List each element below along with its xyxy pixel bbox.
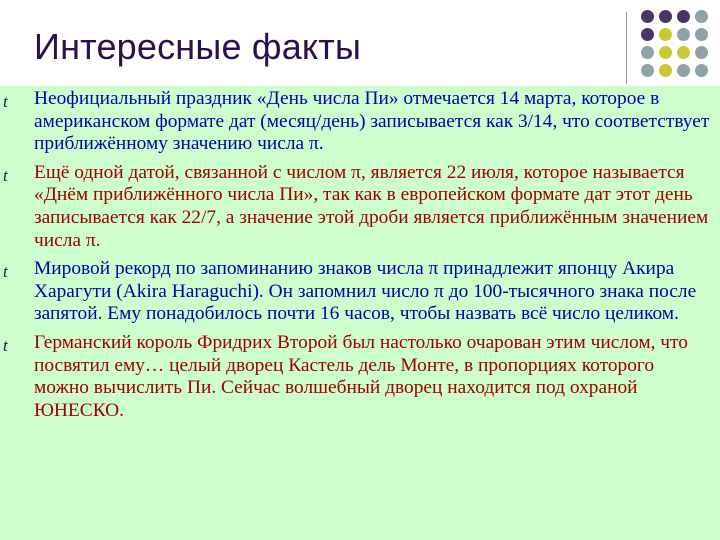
slide-title: Интересные факты <box>34 26 362 67</box>
dot <box>641 64 654 77</box>
list-item <box>0 162 720 252</box>
dot <box>659 28 672 41</box>
list-item-text: Мировой рекорд по запоминанию знаков числа π принадлежит японцу Акира Харагути (Akira Haraguchi). Он запомнил число π до 100-тысячного знака после запятой. Ему понадобилось почти 16 часов, чтобы назвать всё число целиком. <box>34 258 697 325</box>
list-item-text: Германский король Фридрих Второй был настолько очарован этим числом, что посвятил ему… целый дворец Кастель дель Монте, в пропорциях которого можно вычислить Пи. Сейчас волшебный дворец находится под охраной ЮНЕСКО. <box>34 331 688 421</box>
dot <box>677 46 690 59</box>
dot <box>695 46 708 59</box>
list-item <box>0 258 720 326</box>
bullet-marker-icon: t <box>3 92 8 111</box>
dot <box>659 10 672 23</box>
dot <box>677 64 690 77</box>
list-item-text: Неофициальный праздник «День числа Пи» отмечается 14 марта, которое в американском формате дат (месяц/день) записывается как 3/14, что соответствует приближённому значению числа π. <box>34 88 710 155</box>
dot <box>695 28 708 41</box>
dot <box>695 64 708 77</box>
list-item <box>0 332 720 422</box>
dot <box>641 46 654 59</box>
dot <box>641 10 654 23</box>
dot <box>659 46 672 59</box>
dot <box>659 64 672 77</box>
decorative-dot-grid <box>640 8 720 88</box>
bullet-marker-icon: t <box>3 165 8 185</box>
title-divider-line <box>626 12 627 84</box>
facts-list <box>0 88 720 428</box>
dot <box>695 10 708 23</box>
list-item-text: Ещё одной датой, связанной с числом π, является 22 июля, которое называется «Днём приближённого числа Пи», так как в европейском формате дат этот день записывается как 22/7, а значение этой дроби является приближённым значением числа π. <box>34 161 709 251</box>
dot <box>641 28 654 41</box>
dot <box>677 28 690 41</box>
bullet-marker-icon: t <box>3 335 8 355</box>
title-band <box>0 0 720 86</box>
dot <box>677 10 690 23</box>
bullet-marker-icon: t <box>3 262 8 282</box>
list-item <box>0 88 720 156</box>
